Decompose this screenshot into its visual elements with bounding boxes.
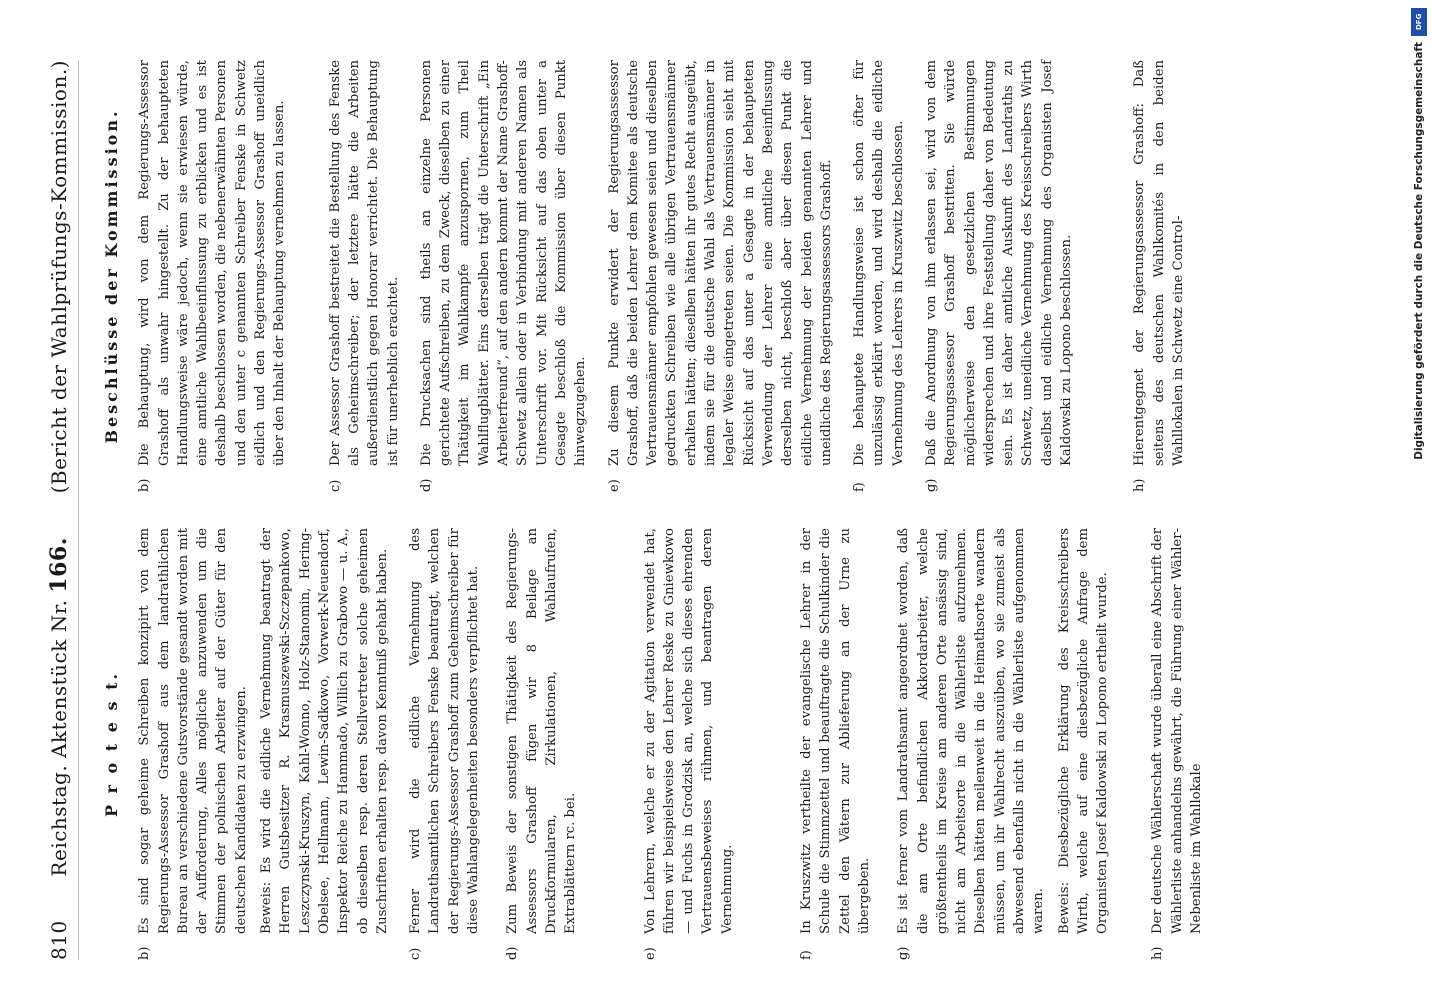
paragraph-entry	[797, 528, 880, 960]
paragraph-entry	[922, 60, 1076, 492]
paragraph-entry	[135, 60, 289, 492]
header-right: (Bericht der Wahlprüfungs-Kommission.)	[47, 60, 71, 494]
paragraph-entry	[417, 60, 591, 492]
entry-label: f)	[852, 482, 868, 492]
entry-text: Von Lehrern, welche er zu der Agitation verwendet hat, führen wir beispielsweise den Lehrer Reske zu Gniewkowo — und Fuchs in Grodzisk an, welche sich dieses ehrenden Vertrauensbeweises rühmen, und beantragen deren Vernehmung.	[642, 528, 735, 934]
paragraph-entry	[503, 528, 586, 960]
paragraph-entry	[406, 528, 489, 960]
entry-text: Die behauptete Handlungsweise ist schon öfter für unzulässig erklärt worden, und wird deshalb die eidliche Vernehmung des Lehrers in Kruszwitz beschlossen.	[852, 60, 906, 466]
column-spacer	[1126, 528, 1148, 960]
document-number: 166.	[46, 537, 72, 593]
entry-label: f)	[799, 950, 815, 960]
paragraph-entry	[894, 528, 1112, 960]
page-number: 810	[47, 920, 71, 960]
commission-column	[96, 60, 1356, 492]
entry-label: c)	[408, 947, 424, 960]
entry-text-block	[797, 528, 880, 934]
rotated-sheet	[16, 0, 1396, 1000]
two-column-body	[96, 60, 1356, 960]
column-spacer	[601, 528, 641, 960]
entry-text-block	[1130, 60, 1188, 466]
entry-text-block	[417, 60, 591, 466]
entry-text: Es sind sogar geheime Schreiben konzipirt von dem Regierungs-Assessor Grashoff aus dem landrathlichen Bureau an verschiedene Gutsvorstände gesandt worden mit der Aufforderung, Alles mögliche anzuwenden um die Stimmen der polnischen Arbeiter auf der Güter für den deutschen Kandidaten zu erzwingen.	[137, 528, 249, 934]
header-left	[46, 537, 72, 876]
entry-text: Die Drucksachen sind theils an einzelne Personen gerichtete Aufschreiben, zu dem Zweck, dieselben zu einer Thätigkeit im Wahlkampfe anzuspornen, zum Theil Wahlflugblätter. Eins derselben trägt die Unterschrift „Ein Arbeiterfreund“, auf den andern kommt der Name Grashoff-Schwetz allein oder in Verbindung mit anderen Namen als Unterschrift vor. Mit Rücksicht auf das oben unter a Gesagte beschloß die Kommission über diesen Punkt hinwegzugehen.	[418, 60, 589, 466]
paragraph-entry	[641, 528, 743, 960]
entry-text: In Kruszwitz vertheilte der evangelische Lehrer in der Schule die Stimmzettel und beauftragte die Schulkinder die Zettel den Vätern zur Ablieferung an der Urne zu übergeben.	[799, 528, 872, 934]
entry-text-block	[922, 60, 1076, 466]
entry-text-block	[1148, 528, 1212, 934]
paragraph-entry	[605, 60, 837, 492]
entry-text-block	[135, 60, 289, 466]
entry-text-block	[503, 528, 586, 934]
entry-text-block	[850, 60, 908, 466]
entry-label: h)	[1150, 946, 1166, 960]
entry-text: Die Behauptung, wird von dem Regierungs-Assessor Grashoff als unwahr hingestellt. Zu der behaupteten Handlungsweise wäre jedoch, wenn sie erwiesen würde, eine amtliche Wahlbeeinflussung zu erblicken und es ist deshalb beschlossen worden, die nebenerwähnten Personen und den unter c genannten Schreiber Fenske in Schwetz eidlich und den Regierungs-Assessor Grashoff uneidlich über den Inhalt der Behauptung vernehmen zu lassen.	[137, 60, 288, 466]
entry-text: Zu diesem Punkte erwidert der Regierungsassessor Grashoff, daß die beiden Lehrer dem Komitee als deutsche Vertrauensmänner empfohlen gewesen seien und dieselben gedruckten Schreiben wie alle übrigen Vertrauensmänner erhalten hätten; dieselben hätten ihr gutes Recht ausgeübt, indem sie für die deutsche Wahl als Vertrauensmänner in legaler Weise eingetreten seien. Die Kommission sieht mit Rücksicht auf das unter a Gesagte in der behaupteten Verwendung der Lehrer eine amtliche Beeinflussung derselben nicht, beschloß aber über diesen Punkt die eidliche Vernehmung der beiden genannten Lehrer und uneidliche des Regierungsassessors Grashoff.	[606, 60, 834, 466]
entry-label: g)	[923, 478, 939, 492]
digitization-note: Digitalisierung gefördert durch die Deutsche Forschungsgemeinschaft	[1413, 42, 1425, 460]
entry-text: Hierentgegnet der Regierungsassessor Grashoff: Daß seitens des deutschen Wahlkomités in den beiden Wahllokalen in Schwetz eine Control-	[1132, 60, 1186, 466]
entry-text: Es ist ferner vom Landrathsamt angeordnet worden, daß die am Orte befindlichen Akkordarbeiter, welche größtentheils im Kreise am anderen Orte ansässig sind, nicht am Arbeitsorte in die Wählerliste aufzunehmen. Dieselben hätten meilenweit in die Heimathsorte wandern müssen, um ihr Wahlrecht auszuüben, wo sie zumeist als abwesend ebenfalls nicht in die Wählerliste aufgenommen waren.	[896, 528, 1047, 934]
entry-label: e)	[606, 479, 622, 492]
paragraph-entry	[326, 60, 403, 492]
entry-label: d)	[505, 946, 521, 960]
running-header	[46, 60, 79, 960]
header-left-text: Reichstag. Aktenstück Nr.	[47, 599, 71, 877]
column-spacer	[1090, 60, 1130, 492]
column-spacer	[304, 60, 326, 492]
entry-text-block	[326, 60, 403, 466]
entry-label: h)	[1132, 478, 1148, 492]
entry-text: Ferner wird die eidliche Vernehmung des Landrathsamtlichen Schreibers Fenske beantragt, welchen der Regierungs-Assessor Grashoff zum Geheimschreiber für diese Wahlangelegenheiten besonders verpflichtet hat.	[408, 528, 482, 934]
paragraph-entry	[135, 528, 392, 960]
entry-label: d)	[418, 478, 434, 492]
protest-heading: P r o t e s t.	[102, 670, 121, 818]
entry-text-block	[605, 60, 837, 466]
entry-text: Der Assessor Grashoff bestreitet die Bestellung des Fenske als Geheimschreiber; der letztere hätte die Arbeiten außerdienstlich gegen Honorar verrichtet. Die Behauptung ist für unerheblich erachtet.	[327, 60, 401, 466]
entry-text-block	[135, 528, 392, 934]
entry-text: Der deutsche Wählerschaft wurde überall eine Abschrift der Wählerliste anhandelns gewährt, die Führung einer Wähler-Nebenliste im Wahllokale	[1150, 528, 1205, 934]
entry-label: g)	[896, 946, 912, 960]
paragraph-entry	[1148, 528, 1212, 960]
protest-column	[96, 528, 1356, 960]
commission-heading: Beschlüsse der Kommission.	[102, 108, 121, 444]
dfg-watermark	[1408, 8, 1430, 990]
paragraph-entry	[850, 60, 908, 492]
entry-label: c)	[327, 479, 343, 492]
entry-text-block	[894, 528, 1112, 934]
entry-text: Zum Beweis der sonstigen Thätigkeit des Regierungs-Assessors Grashoff fügen wir 8 Beilage an Druckformularen, Zirkulationen, Wahlaufrufen, Extrablättern rc. bei.	[505, 528, 579, 934]
column-spacer	[757, 528, 797, 960]
entry-label: e)	[642, 947, 658, 960]
entry-label: b)	[137, 946, 153, 960]
dfg-logo-icon: DFG	[1411, 8, 1427, 36]
paragraph-entry	[1130, 60, 1188, 492]
entry-text-block	[406, 528, 489, 934]
entry-text: Daß die Anordnung von ihm erlassen sei, wird von dem Regierungsassessor Grashoff bestritten. Sie würde möglicherweise den gesetzlichen Bestimmungen widersprechen und ihre Feststellung daher von Bedeutung sein. Es ist daher amtliche Auskunft des Landraths zu Schwetz, uneidliche Vernehmung des Kreisschreibers Wirth daselbst und eidliche Vernehmung des Organisten Josef Kaldowski zu Lopono beschlossen.	[923, 60, 1075, 466]
entry-text-block	[641, 528, 743, 934]
entry-label: b)	[137, 478, 153, 492]
entry-evidence: Beweis: Es wird die eidliche Vernehmung beantragt der Herren Gutsbesitzer R. Krasmuszewski-Szczepankowo, Leszczynski-Kruszyn, Kahl-Wonno, Holz-Stanomin, Hering-Obelsee, Hellmann, Lewin-Sadkowo, Vorwerk-Neuendorf, Inspektor Reiche zu Hammado, Willich zu Grabowo — u. A., ob dieselben resp. deren Stellvertreter solche geheimen Zuschriften erhalten resp. davon Kenntniß gehabt haben.	[259, 528, 390, 934]
entry-evidence: Beweis: Diesbezügliche Erklärung des Kreisschreibers Wirth, welche auf eine diesbezügliche Anfrage dem Organisten Josef Kaldowski zu Lopono ertheilt wurde.	[1056, 528, 1111, 934]
